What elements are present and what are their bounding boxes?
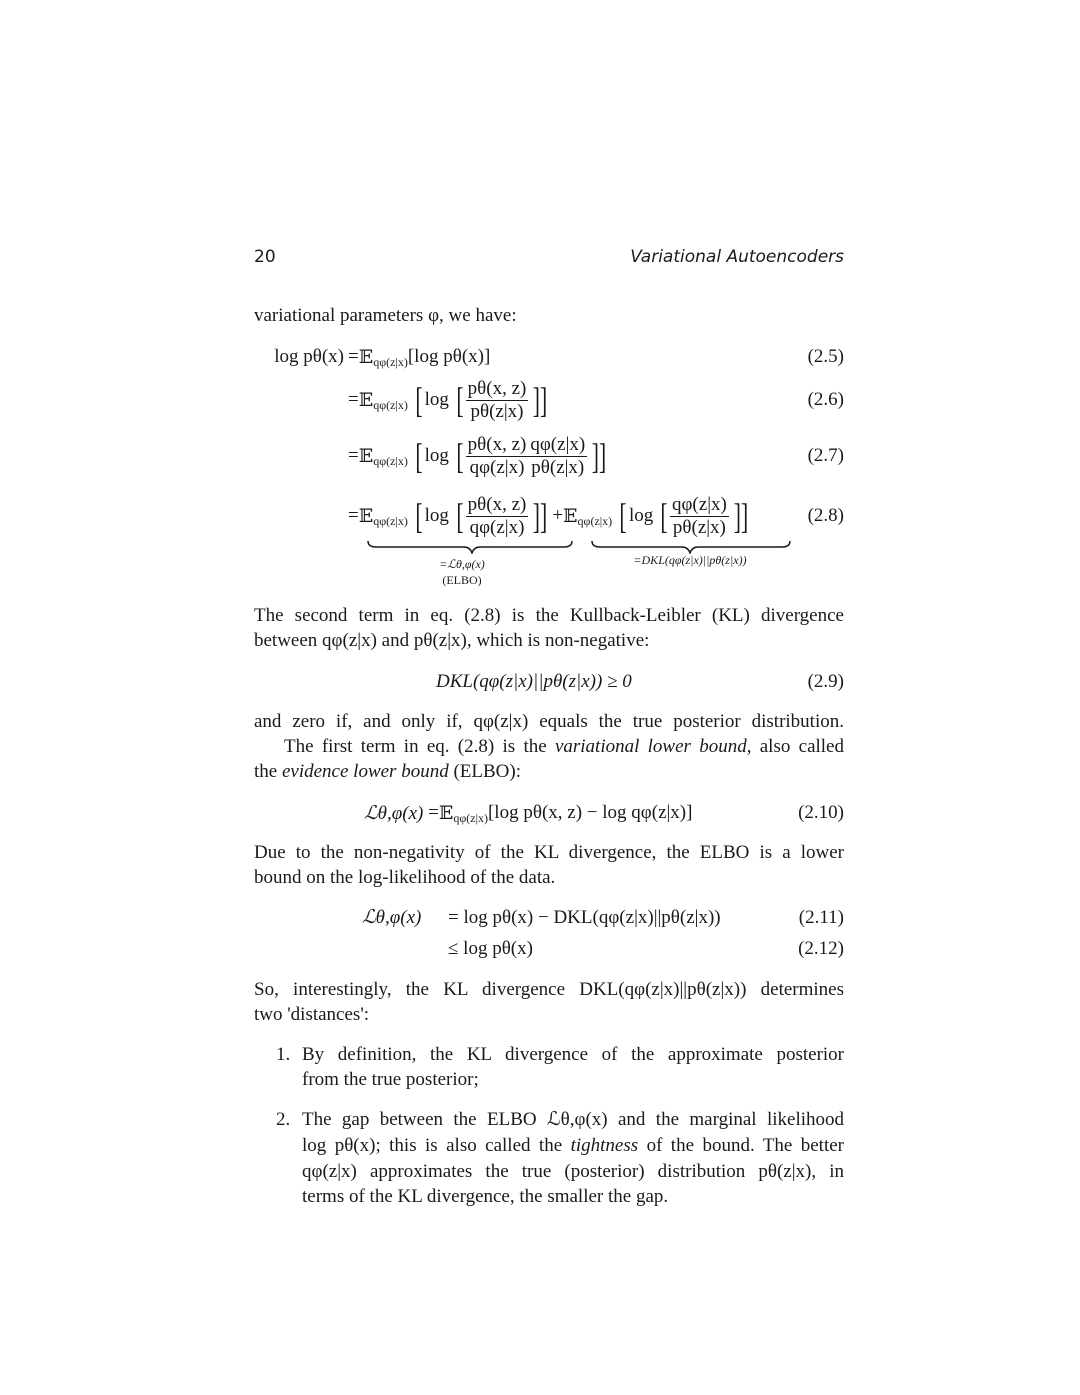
math-fragment — [348, 434, 611, 479]
math-fragment — [348, 494, 753, 539]
math-fragment: = — [348, 346, 359, 367]
page-number: 20 — [254, 247, 276, 267]
math-fragment: ℒθ,φ(x) — [362, 907, 422, 928]
math-fragment: ]] — [592, 436, 607, 476]
math-fragment: DKL(qφ(z|x)||pθ(z|x)) ≥ 0 — [436, 671, 632, 692]
list-marker: 2. — [276, 1109, 291, 1130]
brace-label-kl: =DKL(qφ(z|x)||pθ(z|x)) — [633, 553, 747, 567]
math-fragment: [ — [660, 496, 668, 536]
math-fragment: [ — [415, 496, 423, 536]
intro-text: variational parameters φ, we have: — [254, 305, 517, 326]
subscript: qφ(z|x) — [373, 514, 408, 528]
equation-2-8 — [254, 491, 844, 541]
math-fragment: pθ(z|x) — [470, 400, 524, 422]
math-fragment: The first term in eq. (2.8) is the — [284, 736, 555, 757]
list-marker: 1. — [276, 1044, 291, 1065]
math-fragment: pθ(x, z) — [467, 433, 527, 455]
math-fragment: pθ(x, z) — [467, 493, 527, 515]
math-fragment: 𝔼 — [438, 802, 454, 824]
equation-number: (2.7) — [807, 445, 844, 466]
math-fragment: qφ(z|x) — [530, 433, 586, 455]
math-fragment: + — [552, 505, 564, 526]
math-fragment: [ — [415, 436, 423, 476]
math-fragment: (ELBO): — [448, 761, 521, 782]
equation-2-7 — [254, 431, 844, 481]
math-fragment — [348, 346, 490, 369]
math-fragment: [ — [415, 380, 423, 420]
equation-2-6 — [254, 375, 844, 425]
running-title: Variational Autoencoders — [630, 247, 844, 267]
underbrace-elbo — [368, 541, 572, 553]
math-fragment: = — [348, 389, 359, 410]
math-fragment: 𝔼 — [358, 445, 374, 467]
math-fragment: [log pθ(x, z) − log qφ(z|x)] — [487, 802, 693, 823]
underbrace-kl — [592, 541, 790, 553]
equation-number: (2.9) — [807, 671, 844, 692]
math-fragment — [670, 494, 729, 539]
math-fragment: 𝔼 — [358, 389, 374, 411]
underbrace-icons — [366, 540, 796, 554]
list-line: The gap between the ELBO ℒθ,φ(x) and the marginal likelihood — [302, 1109, 844, 1130]
paragraph-line: Due to the non-negativity of the KL divergence, the ELBO is a lower — [254, 842, 844, 863]
math-fragment: pθ(z|x) — [531, 456, 585, 478]
paragraph-line: between qφ(z|x) and pθ(z|x), which is non-negative: — [254, 630, 650, 651]
math-fragment: [ — [456, 380, 464, 420]
math-fragment — [466, 494, 529, 539]
math-fragment: of the bound. The better — [638, 1135, 844, 1156]
math-fragment: = log pθ(x) − DKL(qφ(z|x)||pθ(z|x)) — [448, 907, 721, 928]
math-fragment: = — [428, 802, 439, 823]
list-line: from the true posterior; — [302, 1069, 479, 1090]
math-fragment: [log pθ(x)] — [407, 346, 491, 367]
subscript: qφ(z|x) — [373, 398, 408, 412]
math-fragment: also called — [751, 736, 844, 757]
math-fragment: = — [348, 445, 359, 466]
math-fragment: ]] — [533, 380, 548, 420]
math-fragment: pθ(x, z) — [467, 377, 527, 399]
equation-number: (2.12) — [798, 938, 844, 959]
math-fragment: 𝔼 — [358, 505, 374, 527]
math-fragment: log pθ(x); this is also called the — [302, 1135, 571, 1156]
math-fragment — [466, 378, 529, 423]
math-fragment: 𝔼 — [358, 346, 374, 368]
math-fragment: 𝔼 — [563, 505, 578, 527]
paragraph-line: So, interestingly, the KL divergence DKL(qφ(z|x)||pθ(z|x)) determines — [254, 979, 844, 1000]
list-line: By definition, the KL divergence of the approximate posterior — [302, 1044, 844, 1065]
list-line — [302, 1134, 844, 1158]
math-fragment: qφ(z|x) — [469, 516, 525, 538]
math-fragment: the — [254, 761, 282, 782]
emphasis: tightness — [570, 1135, 639, 1156]
list-line: terms of the KL divergence, the smaller the gap. — [302, 1186, 669, 1207]
math-fragment: log — [628, 505, 654, 526]
math-fragment: ]] — [533, 496, 548, 536]
equation-number: (2.11) — [798, 907, 844, 928]
paragraph-line: and zero if, and only if, qφ(z|x) equals the true posterior distribution. — [254, 711, 844, 732]
equation-number: (2.6) — [807, 389, 844, 410]
equation-number: (2.10) — [798, 802, 844, 823]
math-fragment — [466, 434, 529, 479]
paragraph-line: two 'distances': — [254, 1004, 370, 1025]
math-fragment: ℒθ,φ(x) — [364, 802, 424, 824]
subscript: qφ(z|x) — [373, 355, 408, 369]
math-fragment — [348, 378, 552, 423]
emphasis: variational lower bound, — [554, 736, 752, 757]
math-fragment: qφ(z|x) — [469, 456, 525, 478]
math-fragment: log — [424, 505, 449, 526]
math-fragment: pθ(z|x) — [672, 516, 726, 538]
math-fragment: qφ(z|x) — [671, 493, 727, 515]
paragraph-line — [254, 760, 844, 784]
brace-label-elbo: =ℒθ,φ(x) — [439, 557, 485, 571]
subscript: qφ(z|x) — [577, 514, 613, 528]
math-fragment: ]] — [733, 496, 749, 536]
math-fragment: = — [348, 505, 359, 526]
paragraph-line: bound on the log-likelihood of the data. — [254, 867, 556, 888]
emphasis: evidence lower bound — [281, 761, 449, 782]
brace-label-elbo-name: (ELBO) — [442, 573, 482, 587]
math-fragment: [ — [619, 496, 627, 536]
math-fragment: log — [424, 389, 449, 410]
paragraph-line — [254, 735, 844, 759]
eq-lhs: log pθ(x) — [274, 346, 344, 367]
subscript: qφ(z|x) — [453, 811, 488, 825]
math-fragment — [364, 802, 692, 825]
equation-number: (2.8) — [807, 505, 844, 526]
list-line: qφ(z|x) approximates the true (posterior) distribution pθ(z|x), in — [302, 1161, 844, 1182]
math-fragment: log — [424, 445, 449, 466]
math-fragment: [ — [456, 496, 464, 536]
math-fragment — [528, 434, 587, 479]
math-fragment: ≤ log pθ(x) — [448, 938, 533, 959]
equation-2-10 — [254, 788, 844, 838]
math-fragment: [ — [456, 436, 464, 476]
paragraph-line: The second term in eq. (2.8) is the Kullback-Leibler (KL) divergence — [254, 605, 844, 626]
subscript: qφ(z|x) — [373, 454, 408, 468]
equation-number: (2.5) — [807, 346, 844, 367]
